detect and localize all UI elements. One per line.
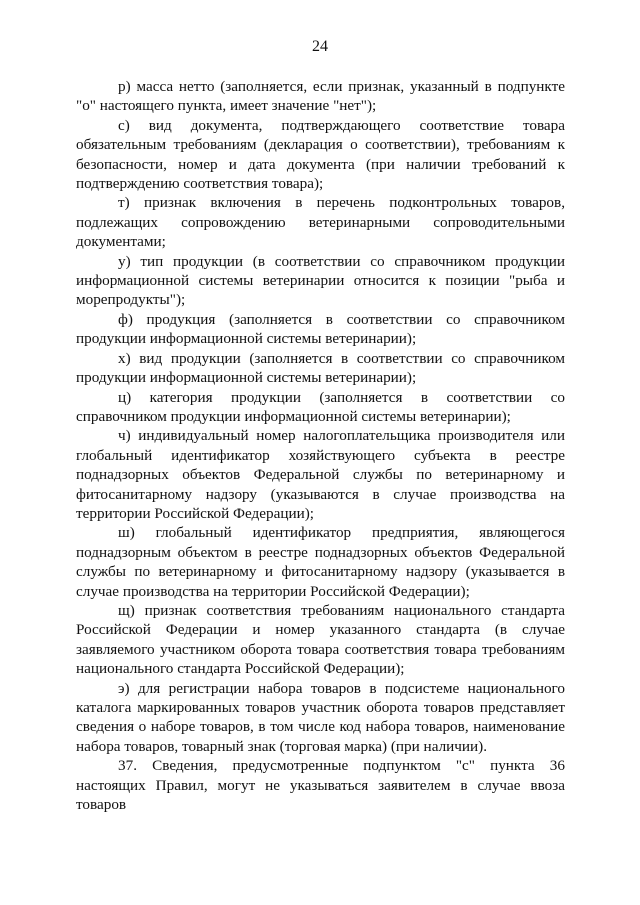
paragraph-e: э) для регистрации набора товаров в подсистеме национального каталога маркированных товаров участник оборота товаров представляет сведения о наборе товаров, в том числе код набора товаров, наименование набора товаров, товарный знак (торговая марка) (при наличии). <box>76 679 565 755</box>
page-number: 24 <box>312 38 328 55</box>
paragraph-ch: ч) индивидуальный номер налогоплательщика производителя или глобальный идентификатор хозяйствующего субъекта в реестре поднадзорных объектов Федеральной службы по ветеринарному и фитосанитарному надзору (указываются в случае производства на территории Российской Федерации); <box>76 427 565 522</box>
paragraph-u: у) тип продукции (в соответствии со справочником продукции информационной системы ветеринарии относится к позиции "рыба и морепродукты"); <box>76 252 565 309</box>
paragraph-37: 37. Сведения, предусмотренные подпунктом "с" пункта 36 настоящих Правил, могут не указываться заявителем в случае ввоза товаров <box>76 757 565 814</box>
paragraph-ts: ц) категория продукции (заполняется в соответствии со справочником продукции информационной системы ветеринарии); <box>76 388 565 425</box>
paragraph-r: р) масса нетто (заполняется, если признак, указанный в подпункте "о" настоящего пункта, имеет значение "нет"); <box>76 78 565 115</box>
paragraph-f: ф) продукция (заполняется в соответствии со справочником продукции информационной системы ветеринарии); <box>76 310 565 348</box>
document-body <box>76 77 565 814</box>
paragraph-kh: х) вид продукции (заполняется в соответствии со справочником продукции информационной системы ветеринарии); <box>76 349 565 387</box>
paragraph-s: с) вид документа, подтверждающего соответствие товара обязательным требованиям (декларация о соответствии), требованиям к безопасности, номер и дата документа (при наличии требований к подтверждению соответствия товара); <box>76 116 565 193</box>
paragraph-sh: ш) глобальный идентификатор предприятия, являющегося поднадзорным объектом в реестре поднадзорных объектов Федеральной службы по ветеринарному и фитосанитарному надзору (указывается в случае производства на территории Российской Федерации); <box>76 524 565 600</box>
paragraph-t: т) признак включения в перечень подконтрольных товаров, подлежащих сопровождению ветеринарными сопроводительными документами; <box>76 194 565 251</box>
paragraph-shch: щ) признак соответствия требованиям национального стандарта Российской Федерации и номер указанного стандарта (в случае заявляемого участником оборота товара соответствия товара требованиям национального стандарта Российской Федерации); <box>76 601 565 678</box>
